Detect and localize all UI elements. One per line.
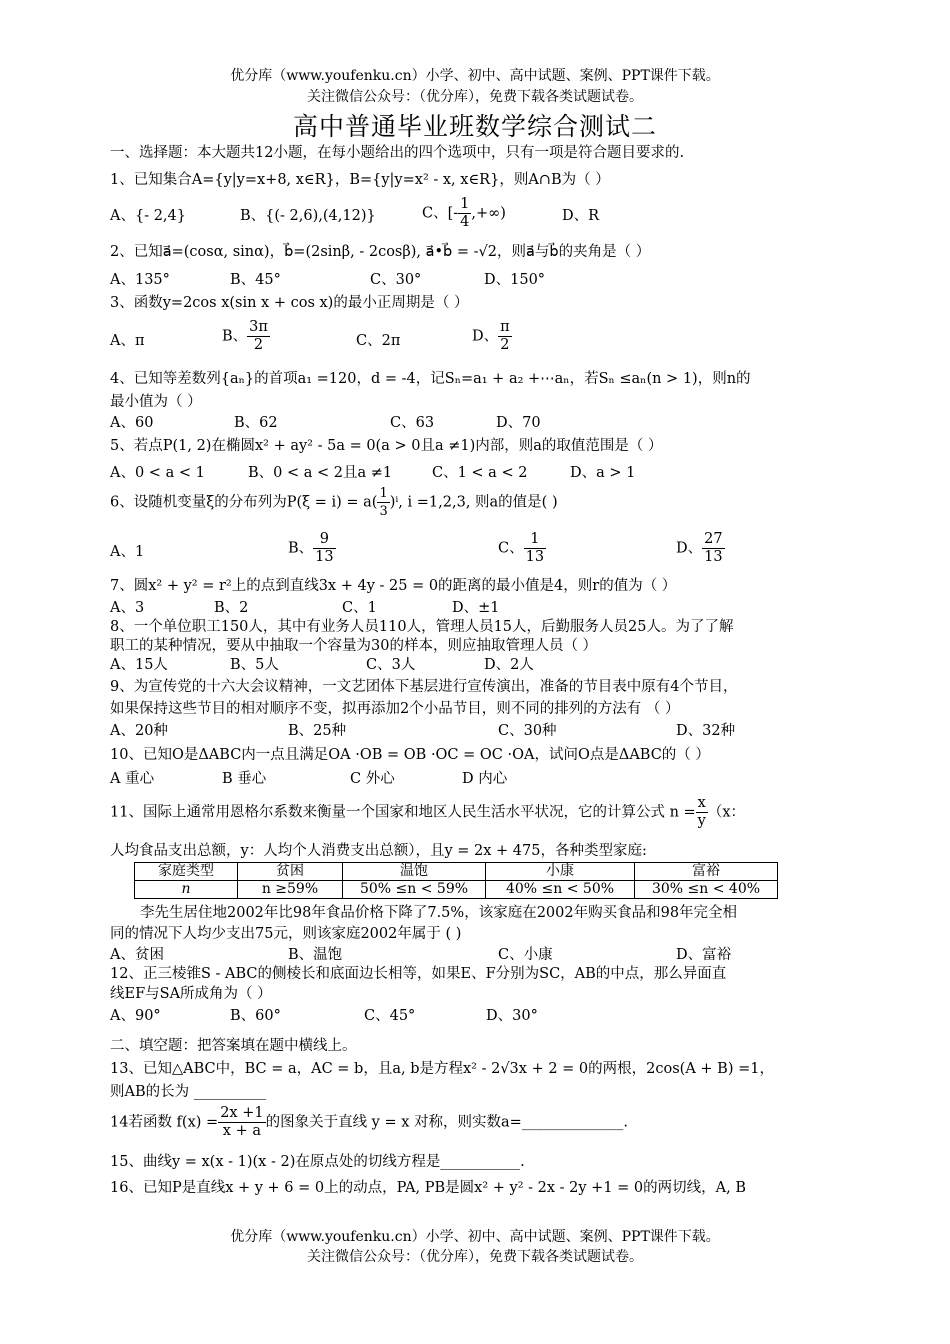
q10-option-c: C 外心 bbox=[350, 771, 395, 787]
q5-option-a: A、0 < a < 1 bbox=[110, 465, 205, 481]
q12-option-d: D、30° bbox=[486, 1008, 538, 1024]
q6-option-c: C、 $\frac{1}{13}$ bbox=[498, 531, 545, 565]
q6-option-d: D、 $\frac{27}{13}$ bbox=[676, 531, 723, 565]
q1-option-d: D、R bbox=[562, 208, 600, 224]
section-1-heading: 一、选择题：本大题共12小题，在每小题给出的四个选项中，只有一项是符合题目要求的. bbox=[110, 145, 685, 161]
q12-option-c: C、45° bbox=[364, 1008, 416, 1024]
q16-text: 16、已知P是直线x + y + 6 = 0上的动点，PA, PB是圆x² + y² - 2x - 2y +1 = 0的两切线，A, B bbox=[110, 1180, 746, 1196]
table-cell: n ≥59% bbox=[238, 881, 343, 899]
table-header-row bbox=[135, 863, 778, 881]
q9-text-2: 如果保持这些节目的相对顺序不变，拟再添加2个小品节目，则不同的排列的方法有 （ ） bbox=[110, 701, 680, 717]
q11-text-3: 李先生居住地2002年比98年食品价格下降了7.5%，该家庭在2002年购买食品和98年完全相 bbox=[140, 905, 738, 921]
q3-option-c: C、2π bbox=[356, 333, 401, 349]
table-cell: 40% ≤n < 50% bbox=[486, 881, 635, 899]
q10-option-b: B 垂心 bbox=[222, 771, 267, 787]
q4-option-d: D、70 bbox=[496, 415, 541, 431]
q11-option-a: A、贫困 bbox=[110, 947, 164, 963]
q9-option-b: B、25种 bbox=[288, 723, 347, 739]
q13-text-2: 则AB的长为 __________ bbox=[110, 1084, 267, 1100]
q2-option-d: D、150° bbox=[484, 272, 546, 288]
q2-option-b: B、45° bbox=[230, 272, 281, 288]
q3-option-a: A、π bbox=[110, 333, 145, 349]
q4-option-b: B、62 bbox=[234, 415, 278, 431]
table-header-cell: 小康 bbox=[486, 863, 635, 881]
table-header-cell: 家庭类型 bbox=[135, 863, 238, 881]
q9-text: 9、为宣传党的十六大会议精神，一文艺团体下基层进行宣传演出，准备的节目表中原有4个节目， bbox=[110, 679, 738, 695]
header-line-1: 优分库（www.youfenku.cn）小学、初中、高中试题、案例、PPT课件下载。 bbox=[230, 68, 720, 84]
q7-option-b: B、2 bbox=[214, 600, 249, 616]
q7-text: 7、圆x² + y² = r²上的点到直线3x + 4y - 25 = 0的距离的最小值是4，则r的值为（ ） bbox=[110, 578, 677, 594]
q8-option-b: B、5人 bbox=[230, 657, 279, 673]
q1-option-b: B、{(- 2,6),(4,12)} bbox=[240, 208, 376, 224]
table-header-cell: 贫困 bbox=[238, 863, 343, 881]
q14-text: 14若函数 f(x) = $\frac{2x +1}{x + a}$ 的图象关于直线 y = x 对称，则实数a=______________. bbox=[110, 1105, 628, 1139]
q2-text: 2、已知a⃗=(cosα, sinα)，b⃗=(2sinβ, - 2cosβ), a⃗•b⃗ = -√2，则a⃗与b⃗的夹角是（ ） bbox=[110, 244, 651, 260]
q7-option-d: D、±1 bbox=[452, 600, 500, 616]
q15-text: 15、曲线y = x(x - 1)(x - 2)在原点处的切线方程是___________. bbox=[110, 1154, 525, 1170]
footer-line-1: 优分库（www.youfenku.cn）小学、初中、高中试题、案例、PPT课件下载。 bbox=[230, 1229, 720, 1245]
q6-option-a: A、1 bbox=[110, 544, 145, 560]
q5-option-d: D、a > 1 bbox=[570, 465, 636, 481]
q8-text: 8、一个单位职工150人，其中有业务人员110人，管理人员15人，后勤服务人员25人。为了了解 bbox=[110, 619, 734, 635]
q4-text: 4、已知等差数列{aₙ}的首项a₁ =120，d = -4，记Sₙ=a₁ + a₂ +⋯aₙ，若Sₙ ≤aₙ(n > 1)，则n的 bbox=[110, 371, 751, 387]
table-cell: 30% ≤n < 40% bbox=[635, 881, 778, 899]
q4-option-a: A、60 bbox=[110, 415, 154, 431]
q9-option-c: C、30种 bbox=[498, 723, 557, 739]
q6-text: 6、设随机变量ξ的分布列为P(ξ = i) = a( $\frac{1}{3}$ )ⁱ, i =1,2,3, 则a的值是( ) bbox=[110, 486, 558, 519]
footer-line-2: 关注微信公众号：（优分库），免费下载各类试题试卷。 bbox=[307, 1249, 643, 1265]
q5-option-c: C、1 < a < 2 bbox=[432, 465, 528, 481]
q4-text-2: 最小值为（ ） bbox=[110, 394, 202, 410]
table-header-cell: 温饱 bbox=[343, 863, 486, 881]
q8-option-c: C、3人 bbox=[366, 657, 416, 673]
q11-option-d: D、富裕 bbox=[676, 947, 732, 963]
q11-text-2: 人均食品支出总额，y：人均个人消费支出总额），且y = 2x + 475，各种类型家庭: bbox=[110, 843, 647, 859]
q8-option-d: D、2人 bbox=[484, 657, 534, 673]
q10-text: 10、已知O是ΔABC内一点且满足OA ·OB = OB ·OC = OC ·OA，试问O点是ΔABC的（ ） bbox=[110, 747, 710, 763]
table-header-cell: 富裕 bbox=[635, 863, 778, 881]
q4-option-c: C、63 bbox=[390, 415, 435, 431]
q1-text: 1、已知集合A={y|y=x+8, x∈R}，B={y|y=x² - x, x∈R}，则A∩B为（ ） bbox=[110, 172, 610, 188]
q2-option-c: C、30° bbox=[370, 272, 422, 288]
q5-text: 5、若点P(1, 2)在椭圆x² + ay² - 5a = 0(a > 0且a ≠1)内部，则a的取值范围是（ ） bbox=[110, 438, 663, 454]
q9-option-d: D、32种 bbox=[676, 723, 736, 739]
q10-option-d: D 内心 bbox=[462, 771, 508, 787]
table-cell: 50% ≤n < 59% bbox=[343, 881, 486, 899]
q12-text-2: 线EF与SA所成角为（ ） bbox=[110, 986, 272, 1002]
q5-option-b: B、0 < a < 2且a ≠1 bbox=[248, 465, 393, 481]
q7-option-a: A、3 bbox=[110, 600, 145, 616]
table-row bbox=[135, 881, 778, 899]
q8-option-a: A、15人 bbox=[110, 657, 168, 673]
q3-text: 3、函数y=2cos x(sin x + cos x)的最小正周期是（ ） bbox=[110, 295, 469, 311]
q11-text-4: 同的情况下人均少支出75元，则该家庭2002年属于 ( ) bbox=[110, 926, 462, 942]
q1-option-a: A、{- 2,4} bbox=[110, 208, 186, 224]
table-cell: n bbox=[135, 881, 238, 899]
q13-text: 13、已知△ABC中，BC = a，AC = b，且a, b是方程x² - 2√3x + 2 = 0的两根，2cos(A + B) =1， bbox=[110, 1061, 774, 1077]
q12-option-b: B、60° bbox=[230, 1008, 281, 1024]
q3-option-b: B、 $\frac{3\pi}{2}$ bbox=[222, 319, 268, 353]
page-title: 高中普通毕业班数学综合测试二 bbox=[292, 112, 657, 141]
q8-text-2: 职工的某种情况，要从中抽取一个容量为30的样本，则应抽取管理人员（ ） bbox=[110, 638, 598, 654]
q11-text: 11、国际上通常用恩格尔系数来衡量一个国家和地区人民生活水平状况，它的计算公式 n = $\frac{x}{y}$ （x： bbox=[110, 795, 746, 829]
q7-option-c: C、1 bbox=[342, 600, 377, 616]
q2-option-a: A、135° bbox=[110, 272, 170, 288]
section-2-heading: 二、填空题：把答案填在题中横线上。 bbox=[110, 1038, 357, 1054]
q1-option-c: C、[- $\frac{1}{4}$ ,+∞) bbox=[422, 196, 506, 230]
header-line-2: 关注微信公众号：（优分库），免费下载各类试题试卷。 bbox=[307, 89, 643, 105]
q6-option-b: B、 $\frac{9}{13}$ bbox=[288, 531, 334, 565]
q12-option-a: A、90° bbox=[110, 1008, 161, 1024]
q11-option-b: B、温饱 bbox=[288, 947, 343, 963]
q9-option-a: A、20种 bbox=[110, 723, 168, 739]
q12-text: 12、正三棱锥S - ABC的侧棱长和底面边长相等，如果E、F分别为SC，AB的中点，那么异面直 bbox=[110, 966, 727, 982]
q11-option-c: C、小康 bbox=[498, 947, 553, 963]
household-type-table bbox=[134, 862, 778, 899]
q10-option-a: A 重心 bbox=[110, 771, 155, 787]
q3-option-d: D、 $\frac{\pi}{2}$ bbox=[472, 319, 510, 353]
